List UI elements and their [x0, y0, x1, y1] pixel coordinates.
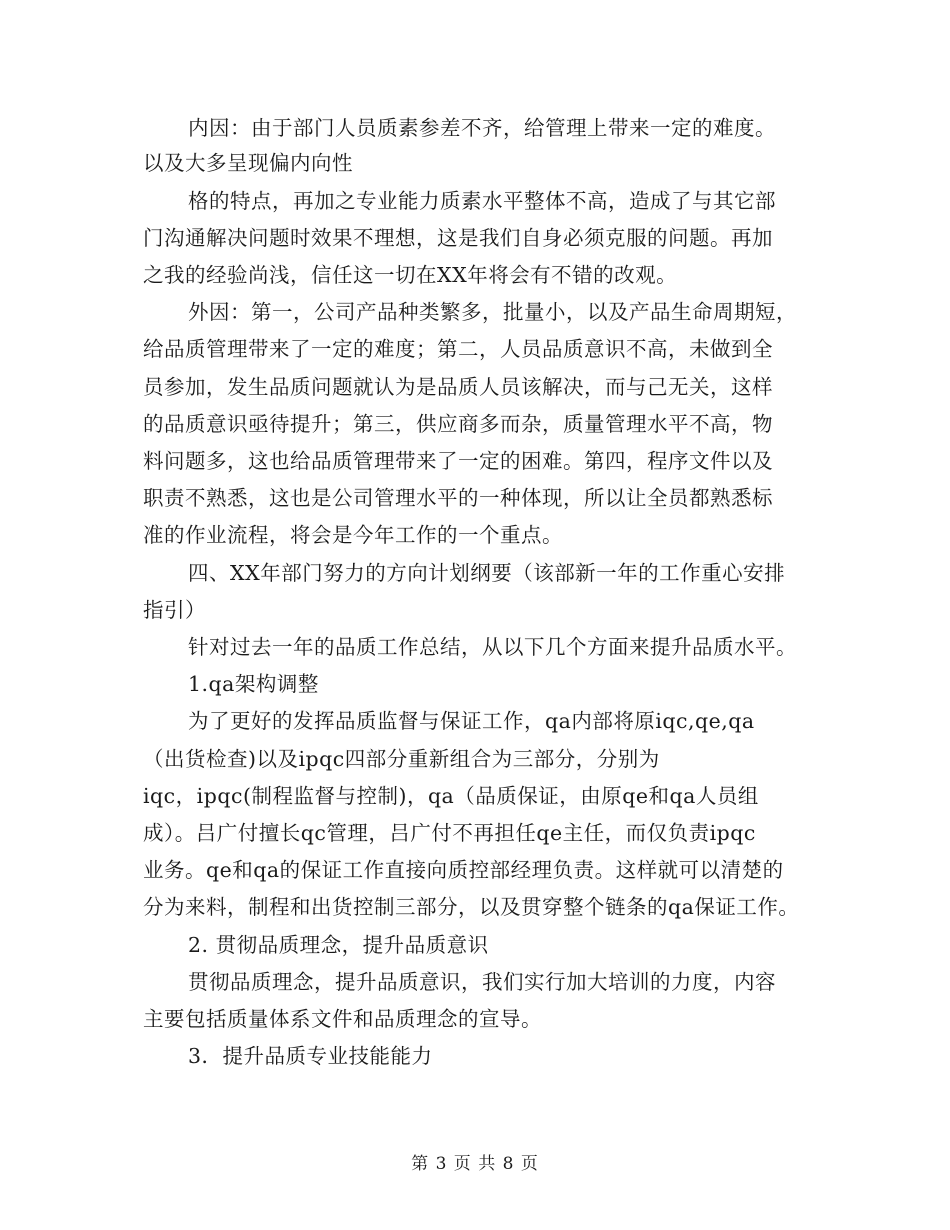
text-line-3: 格的特点，再加之专业能力质素水平整体不高，造成了与其它部 [188, 189, 776, 213]
section-heading-4: 四、XX年部门努力的方向计划纲要（该部新一年的工作重心安排 [188, 561, 786, 585]
text-line-4: 门沟通解决问题时效果不理想，这是我们自身必须克服的问题。再加 [143, 226, 773, 250]
text-line-1: 内因：由于部门人员质素参差不齐，给管理上带来一定的难度。 [188, 116, 776, 140]
text-line-19: iqc，ipqc(制程监督与控制)，qa（品质保证，由原qe和qa人员组 [143, 784, 759, 808]
text-line-10: 料问题多，这也给品质管理带来了一定的困难。第四，程序文件以及 [143, 449, 773, 473]
text-line-2: 以及大多呈现偏内向性 [143, 151, 353, 175]
text-line-15: 针对过去一年的品质工作总结，从以下几个方面来提升品质水平。 [188, 635, 797, 659]
text-line-6: 外因：第一，公司产品种类繁多，批量小，以及产品生命周期短， [188, 300, 797, 324]
text-line-5: 之我的经验尚浅，信任这一切在XX年将会有不错的改观。 [143, 263, 678, 287]
text-line-7: 给品质管理带来了一定的难度；第二，人员品质意识不高，未做到全 [143, 337, 773, 361]
subheading-3: 3．提升品质专业技能能力 [188, 1044, 433, 1068]
text-line-12: 准的作业流程，将会是今年工作的一个重点。 [143, 523, 563, 547]
text-line-20: 成）。吕广付擅长qc管理，吕广付不再担任qe主任，而仅负责ipqc [143, 821, 756, 845]
text-line-22: 分为来料，制程和出货控制三部分，以及贯穿整个链条的qa保证工作。 [143, 895, 800, 919]
text-line-24: 贯彻品质理念，提升品质意识，我们实行加大培训的力度，内容 [188, 970, 776, 994]
text-line-25: 主要包括质量体系文件和品质理念的宣导。 [143, 1007, 542, 1031]
subheading-1: 1.qa架构调整 [188, 672, 319, 696]
text-line-11: 职责不熟悉，这也是公司管理水平的一种体现，所以让全员都熟悉标 [143, 486, 773, 510]
text-line-14: 指引） [143, 598, 206, 622]
subheading-2: 2. 贯彻品质理念，提升品质意识 [188, 933, 489, 957]
page-number-footer: 第 3 页 共 8 页 [411, 1154, 539, 1174]
text-line-18: （出货检查)以及ipqc四部分重新组合为三部分，分别为 [143, 747, 660, 771]
text-line-8: 员参加，发生品质问题就认为是品质人员该解决，而与己无关，这样 [143, 375, 773, 399]
text-line-17: 为了更好的发挥品质监督与保证工作，qa内部将原iqc,qe,qa [188, 709, 755, 733]
text-line-21: 业务。qe和qa的保证工作直接向质控部经理负责。这样就可以清楚的 [143, 858, 784, 882]
text-line-9: 的品质意识亟待提升；第三，供应商多而杂，质量管理水平不高，物 [143, 412, 773, 436]
